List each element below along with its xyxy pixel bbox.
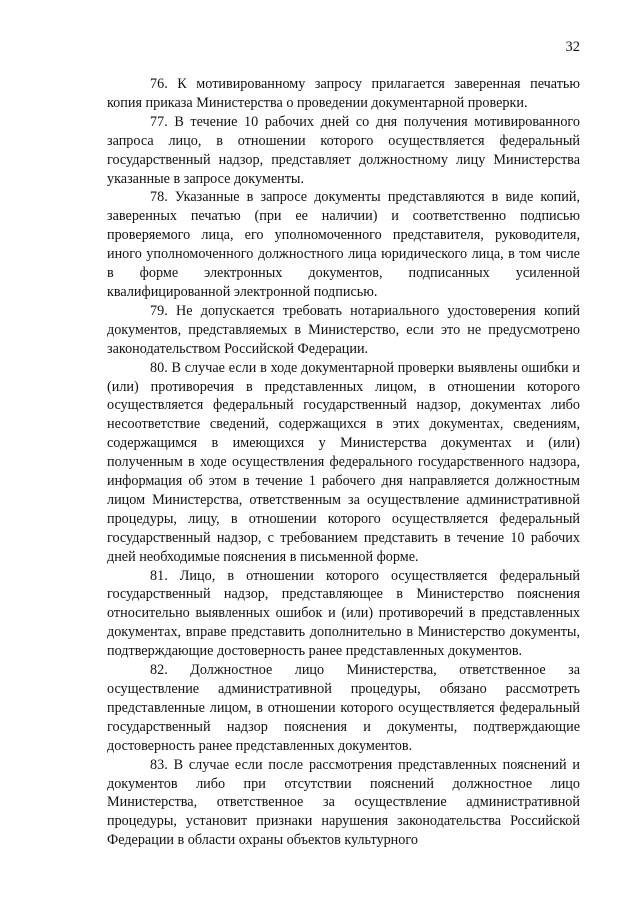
paragraph-80: 80. В случае если в ходе документарной проверки выявлены ошибки и (или) противоречия в представленных лицом, в отношении которого осуществляется федеральный государственный надзор, документах либо несоответствие сведений, содержащихся в этих документах, сведениям, содержащимся в имеющихся у Министерства документах и (или) полученным в ходе осуществления федерального государственного надзора, информация об этом в течение 1 рабочего дня направляется должностным лицом Министерства, ответственным за осуществление административной процедуры, лицу, в отношении которого осуществляется федеральный государственный надзор, с требованием представить в течение 10 рабочих дней необходимые пояснения в письменной форме. [107, 359, 580, 565]
paragraph-78: 78. Указанные в запросе документы представляются в виде копий, заверенных печатью (при ее наличии) и соответственно подписью проверяемого лица, его уполномоченного представителя, руководителя, иного уполномоченного должностного лица юридического лица, в том числе в форме электронных документов, подписанных усиленной квалифицированной электронной подписью. [107, 189, 580, 300]
paragraph-81: 81. Лицо, в отношении которого осуществляется федеральный государственный надзор, представляющее в Министерство пояснения относительно выявленных ошибок и (или) противоречий в представленных документах, вправе представить дополнительно в Министерство документы, подтверждающие достоверность ранее представленных документов. [107, 567, 580, 660]
paragraph-79: 79. Не допускается требовать нотариального удостоверения копий документов, представляемых в Министерство, если это не предусмотрено законодательством Российской Федерации. [107, 302, 580, 357]
paragraph-76: 76. К мотивированному запросу прилагается заверенная печатью копия приказа Министерства о проведении документарной проверки. [107, 76, 580, 111]
document-body [107, 75, 580, 850]
paragraph-82: 82. Должностное лицо Министерства, ответственное за осуществление административной процедуры, обязано рассмотреть представленные лицом, в отношении которого осуществляется федеральный государственный надзор пояснения и документы, подтверждающие достоверность ранее представленных документов. [107, 662, 580, 754]
paragraph-77: 77. В течение 10 рабочих дней со дня получения мотивированного запроса лицо, в отношении которого осуществляется федеральный государственный надзор, представляет должностному лицу Министерства указанные в запросе документы. [107, 113, 580, 187]
paragraph-83: 83. В случае если после рассмотрения представленных пояснений и документов либо при отсутствии пояснений должностное лицо Министерства, ответственное за осуществление административной процедуры, установит признаки нарушения законодательства Российской Федерации в области охраны объектов культурного [107, 756, 580, 849]
page-number: 32 [565, 39, 580, 55]
